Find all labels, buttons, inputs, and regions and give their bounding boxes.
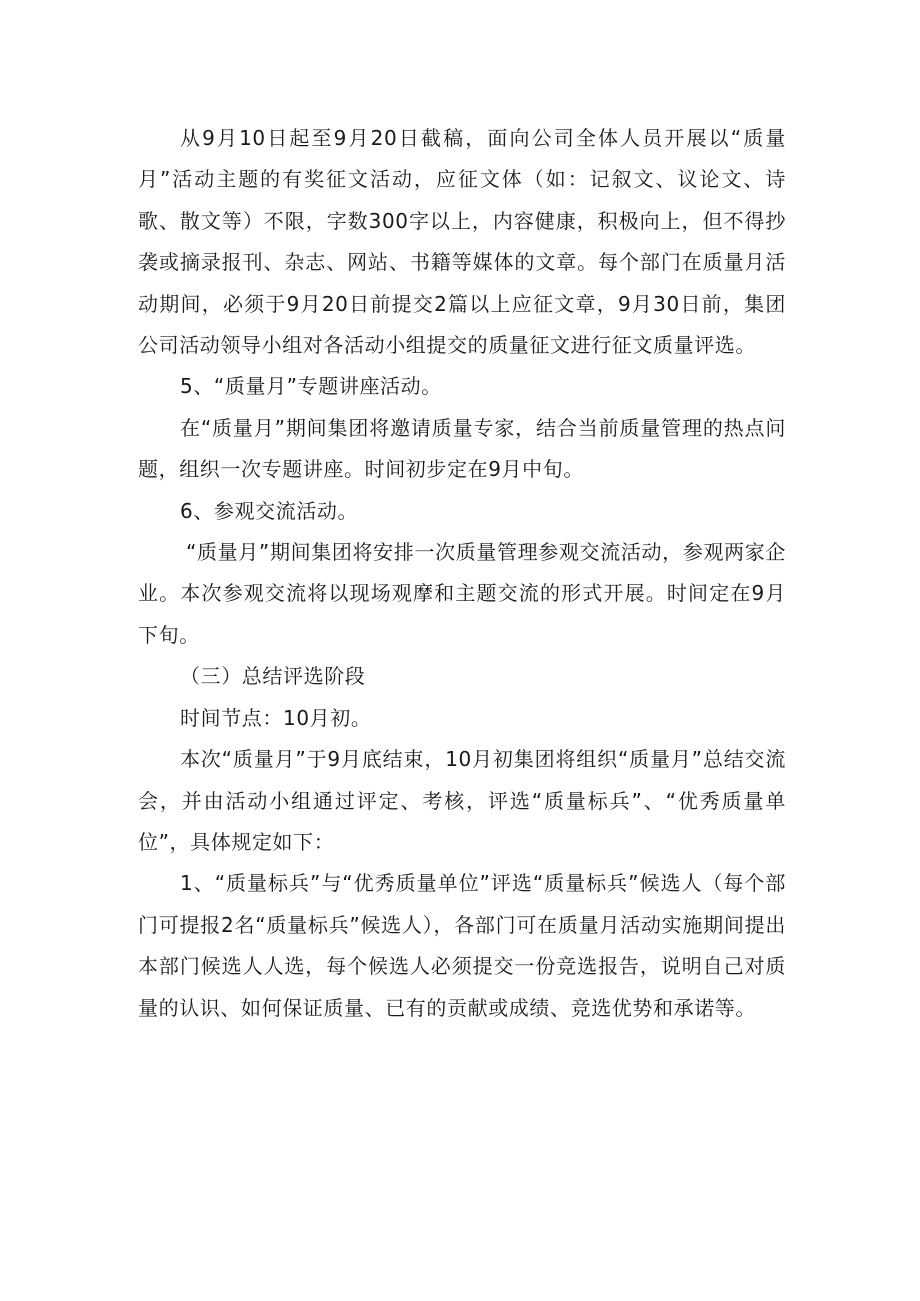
paragraph-time-node: 时间节点：10月初。 [180,705,372,730]
heading-visit-activity: 6、参观交流活动。 [180,498,359,523]
heading-lecture-activity: 5、“质量月”专题讲座活动。 [180,374,442,399]
document-page [138,118,786,1029]
paragraph-selection-rule: 1、“质量标兵”与“优秀质量单位”评选“质量标兵”候选人（每个部门可提报2名“质量标兵”候选人），各部门可在质量月活动实施期间提出本部门候选人人选，每个候选人必须提交一份竞选报告，说明自己对质量的认识、如何保证质量、已有的贡献或成绩、竞选优势和承诺等。 [138,871,786,1020]
paragraph-visit: “质量月”期间集团将安排一次质量管理参观交流活动，参观两家企业。本次参观交流将以现场观摩和主题交流的形式开展。时间定在9月下旬。 [138,540,786,647]
paragraph-summary: 本次“质量月”于9月底结束，10月初集团将组织“质量月”总结交流会，并由活动小组通过评定、考核，评选“质量标兵”、“优秀质量单位”，具体规定如下： [138,747,786,854]
heading-summary-stage: （三）总结评选阶段 [180,664,366,689]
paragraph-essay-contest: 从9月10日起至9月20日截稿，面向公司全体人员开展以“质量月”活动主题的有奖征文活动，应征文体（如：记叙文、议论文、诗歌、散文等）不限，字数300字以上，内容健康，积极向上，但不得抄袭或摘录报刊、杂志、网站、书籍等媒体的文章。每个部门在质量月活动期间，必须于9月20日前提交2篇以上应征文章，9月30日前，集团公司活动领导小组对各活动小组提交的质量征文进行征文质量评选。 [138,126,786,358]
paragraph-lecture: 在“质量月”期间集团将邀请质量专家，结合当前质量管理的热点问题，组织一次专题讲座。时间初步定在9月中旬。 [138,415,786,482]
